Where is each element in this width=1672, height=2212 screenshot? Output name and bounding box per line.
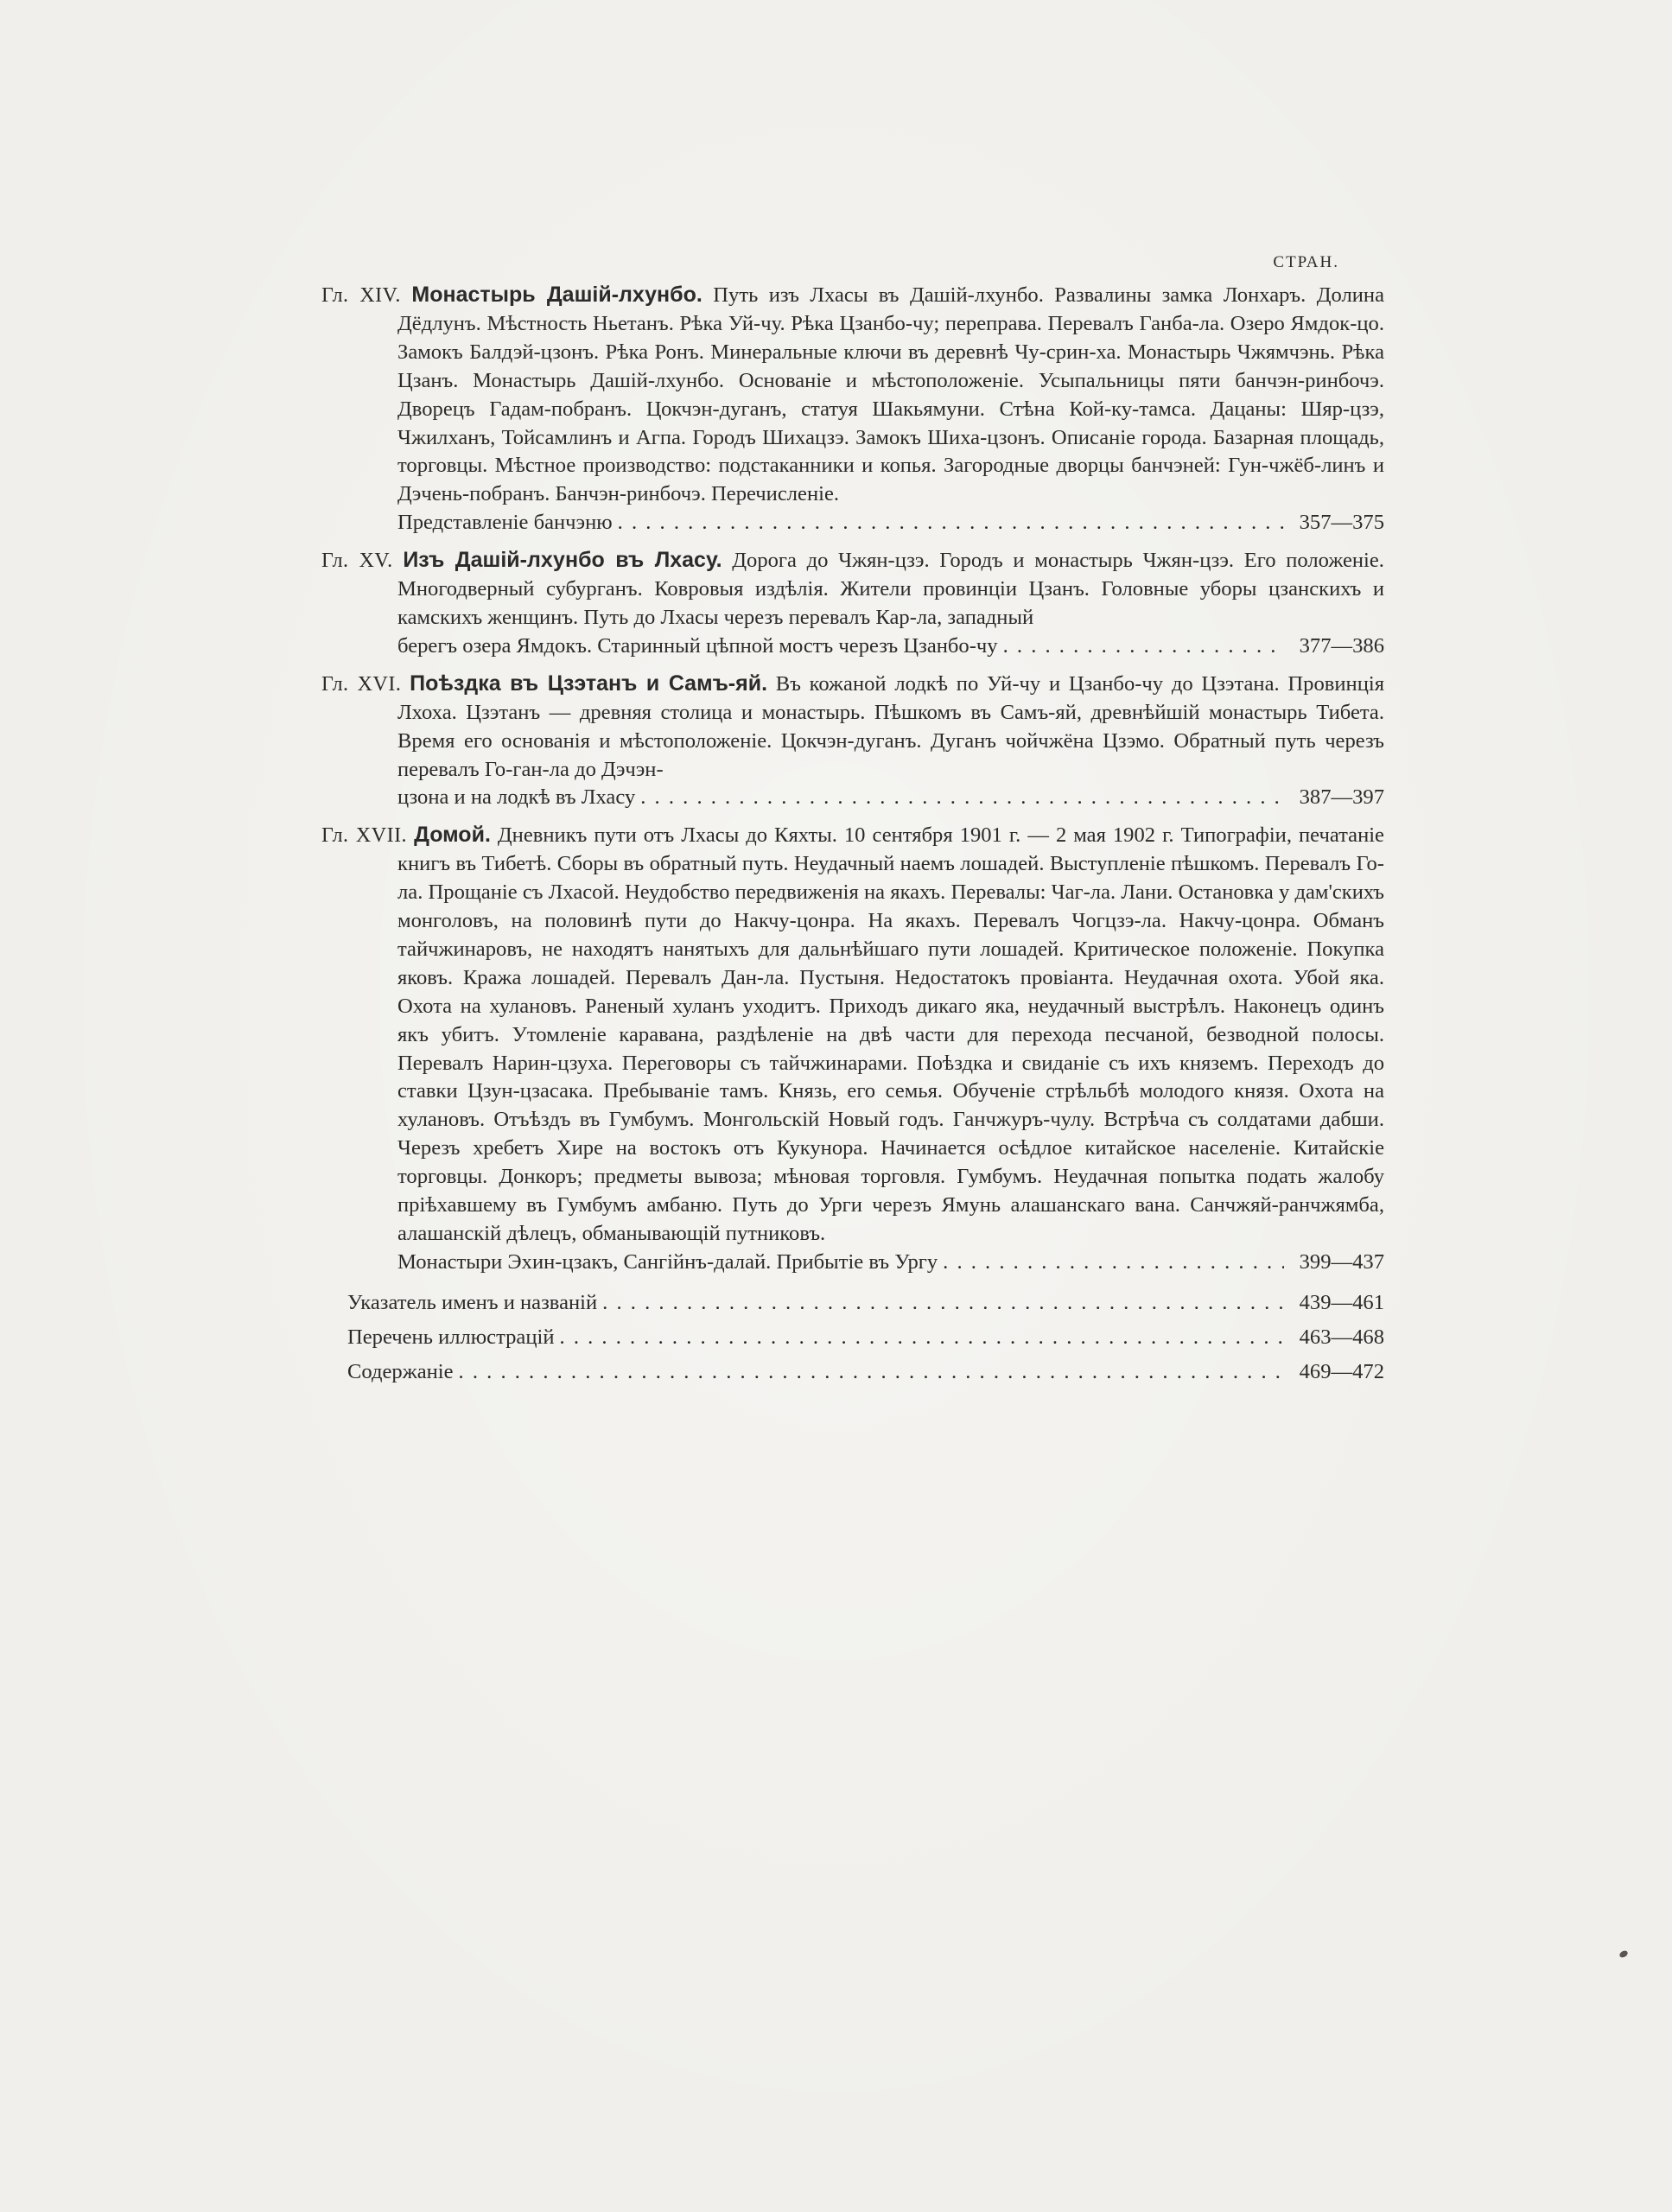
chapter-number: Гл. XIV. <box>321 284 401 307</box>
table-of-contents <box>321 281 1384 1389</box>
dot-leader <box>1003 632 1284 661</box>
chapter-number: Гл. XVII. <box>321 824 408 848</box>
appendix-label: Указатель именъ и названій <box>347 1290 598 1314</box>
page-range: 387—397 <box>1299 785 1384 810</box>
dot-leader <box>602 1286 1284 1320</box>
chapter-title: Изъ Дашій-лхунбо въ Лхасу. <box>403 548 722 573</box>
page-range: 439—461 <box>1299 1290 1384 1314</box>
toc-leader-line <box>397 632 1384 661</box>
chapter-summary: Дневникъ пути отъ Лхасы до Кяхты. 10 сентября 1901 г. — 2 мая 1902 г. Типографіи, печатаніе книгъ въ Тибетѣ. Сборы въ обратный путь. Неудачный наемъ лошадей. Выступленіе пѣшкомъ. Перевалъ Го-ла. Прощаніе съ Лхасой. Неудобство передвиженія на якахъ. Перевалы: Чаг-ла. Лани. Остановка у дам'скихъ монголовъ, на половинѣ пути до Накчу-цонра. На якахъ. Перевалъ Чогцзэ-ла. Накчу-цонра. Обманъ тайчжинаровъ, не находятъ нанятыхъ для дальнѣйшаго пути лошадей. Критическое положеніе. Покупка яковъ. Кража лошадей. Перевалъ Дан-ла. Пустыня. Недостатокъ провіанта. Неудачная охота. Убой яка. Охота на хулановъ. Раненый хуланъ уходитъ. Приходъ дикаго яка, неудачный выстрѣлъ. Наконецъ одинъ якъ убитъ. Утомленіе каравана, раздѣленіе на двѣ части для перехода песчаной, безводной полосы. Перевалъ Нарин-цзуха. Переговоры съ тайчжинарами. Поѣздка и свиданіе съ ихъ княземъ. Переходъ до ставки Цзун-цзасака. Пребываніе тамъ. Князь, его семья. Обученіе стрѣльбѣ молодого князя. Охота на хулановъ. Отъѣздъ въ Гумбумъ. Монгольскій Новый годъ. Ганчжуръ-чулу. Встрѣча съ солдатами дабши. Черезъ хребетъ Хире на востокъ отъ Кукунора. Начинается осѣдлое китайское населеніе. Китайскіе торговцы. Донкоръ; предметы вывоза; мѣновая торговля. Гумбумъ. Неудачная попытка подать жалобу пріѣхавшему въ Гумбумъ амбаню. Путь до Урги черезъ Ямунь алашанскаго вана. Санчжяй-ранчжямба, алашанскій дѣлецъ, обманывающій путниковъ. <box>397 823 1384 1245</box>
page-column-label: СТРАН. <box>1273 253 1339 271</box>
dot-leader <box>560 1320 1284 1355</box>
toc-entry-chapter-15 <box>321 546 1384 661</box>
page-range: 399—437 <box>1299 1249 1384 1274</box>
ink-smudge <box>1618 1949 1629 1959</box>
toc-entry-chapter-16 <box>321 670 1384 813</box>
chapter-number: Гл. XVI. <box>321 672 402 696</box>
page-range: 377—386 <box>1299 633 1384 658</box>
dot-leader <box>943 1249 1284 1277</box>
toc-entry-index <box>321 1286 1384 1320</box>
appendix-label: Перечень иллюстрацій <box>347 1325 555 1349</box>
chapter-summary: Дорога до Чжян-цзэ. Городъ и монастырь Чжян-цзэ. Его положеніе. Многодверный субурганъ. Ковровыя издѣлія. Жители провинціи Цзанъ. Головные уборы цзанскихъ и камскихъ женщинъ. Путь до Лхасы черезъ перевалъ Кар-ла, западный <box>397 549 1384 629</box>
toc-entry-chapter-17 <box>321 821 1384 1277</box>
toc-leader-line <box>397 1249 1384 1277</box>
chapter-title: Монастырь Дашій-лхунбо. <box>411 283 702 307</box>
dot-leader <box>459 1355 1284 1389</box>
chapter-summary-end: берегъ озера Ямдокъ. Старинный цѣпной мостъ черезъ Цзанбо-чу <box>397 633 998 658</box>
chapter-summary-end: Монастыри Эхин-цзакъ, Сангійнъ-далай. Прибытіе въ Ургу <box>397 1249 938 1274</box>
chapter-summary: Въ кожаной лодкѣ по Уй-чу и Цзанбо-чу до Цзэтана. Провинція Лхоха. Цзэтанъ — древняя столица и монастырь. Пѣшкомъ въ Самъ-яй, древнѣйшій монастырь Тибета. Время его основанія и мѣстоположеніе. Цокчэн-дуганъ. Дуганъ чойчжёна Цзэмо. Обратный путь черезъ перевалъ Го-ган-ла до Дэчэн- <box>397 671 1385 781</box>
appendix-label: Содержаніе <box>347 1359 454 1383</box>
dot-leader <box>640 784 1284 812</box>
toc-entry-illustrations <box>321 1320 1384 1355</box>
toc-leader-line <box>397 784 1384 812</box>
chapter-title: Домой. <box>414 823 491 848</box>
page-range: 463—468 <box>1299 1325 1384 1349</box>
toc-leader-line <box>397 509 1384 537</box>
chapter-title: Поѣздка въ Цзэтанъ и Самъ-яй. <box>410 671 768 696</box>
page-range: 469—472 <box>1299 1359 1384 1383</box>
dot-leader <box>618 509 1284 537</box>
chapter-summary: Путь изъ Лхасы въ Дашій-лхунбо. Развалины замка Лонхаръ. Долина Дёдлунъ. Мѣстность Ньетанъ. Рѣка Уй-чу. Рѣка Цзанбо-чу; переправа. Перевалъ Ганба-ла. Озеро Ямдок-цо. Замокъ Балдэй-цзонъ. Рѣка Ронъ. Минеральные ключи въ деревнѣ Чу-срин-ха. Монастырь Чжямчэнь. Рѣка Цзанъ. Монастырь Дашій-лхунбо. Основаніе и мѣстоположеніе. Усыпальницы пяти банчэн-ринбочэ. Дворецъ Гадам-побранъ. Цокчэн-дуганъ, статуя Шакьямуни. Стѣна Кой-ку-тамса. Дацаны: Шяр-цзэ, Чжилханъ, Тойсамлинъ и Агпа. Городъ Шихацзэ. Замокъ Шиха-цзонъ. Описаніе города. Базарная площадь, торговцы. Мѣстное производство: подстаканники и копья. Загородные дворцы банчэней: Гун-чжёб-линъ и Дэчень-побранъ. Банчэн-ринбочэ. Перечисленіе. <box>397 283 1385 506</box>
toc-entry-chapter-14 <box>321 281 1384 537</box>
chapter-number: Гл. XV. <box>321 550 393 573</box>
chapter-summary-end: Представленіе банчэню <box>397 511 613 535</box>
chapter-summary-end: цзона и на лодкѣ въ Лхасу <box>397 785 636 810</box>
toc-entry-contents <box>321 1355 1384 1389</box>
page-range: 357—375 <box>1299 511 1384 535</box>
